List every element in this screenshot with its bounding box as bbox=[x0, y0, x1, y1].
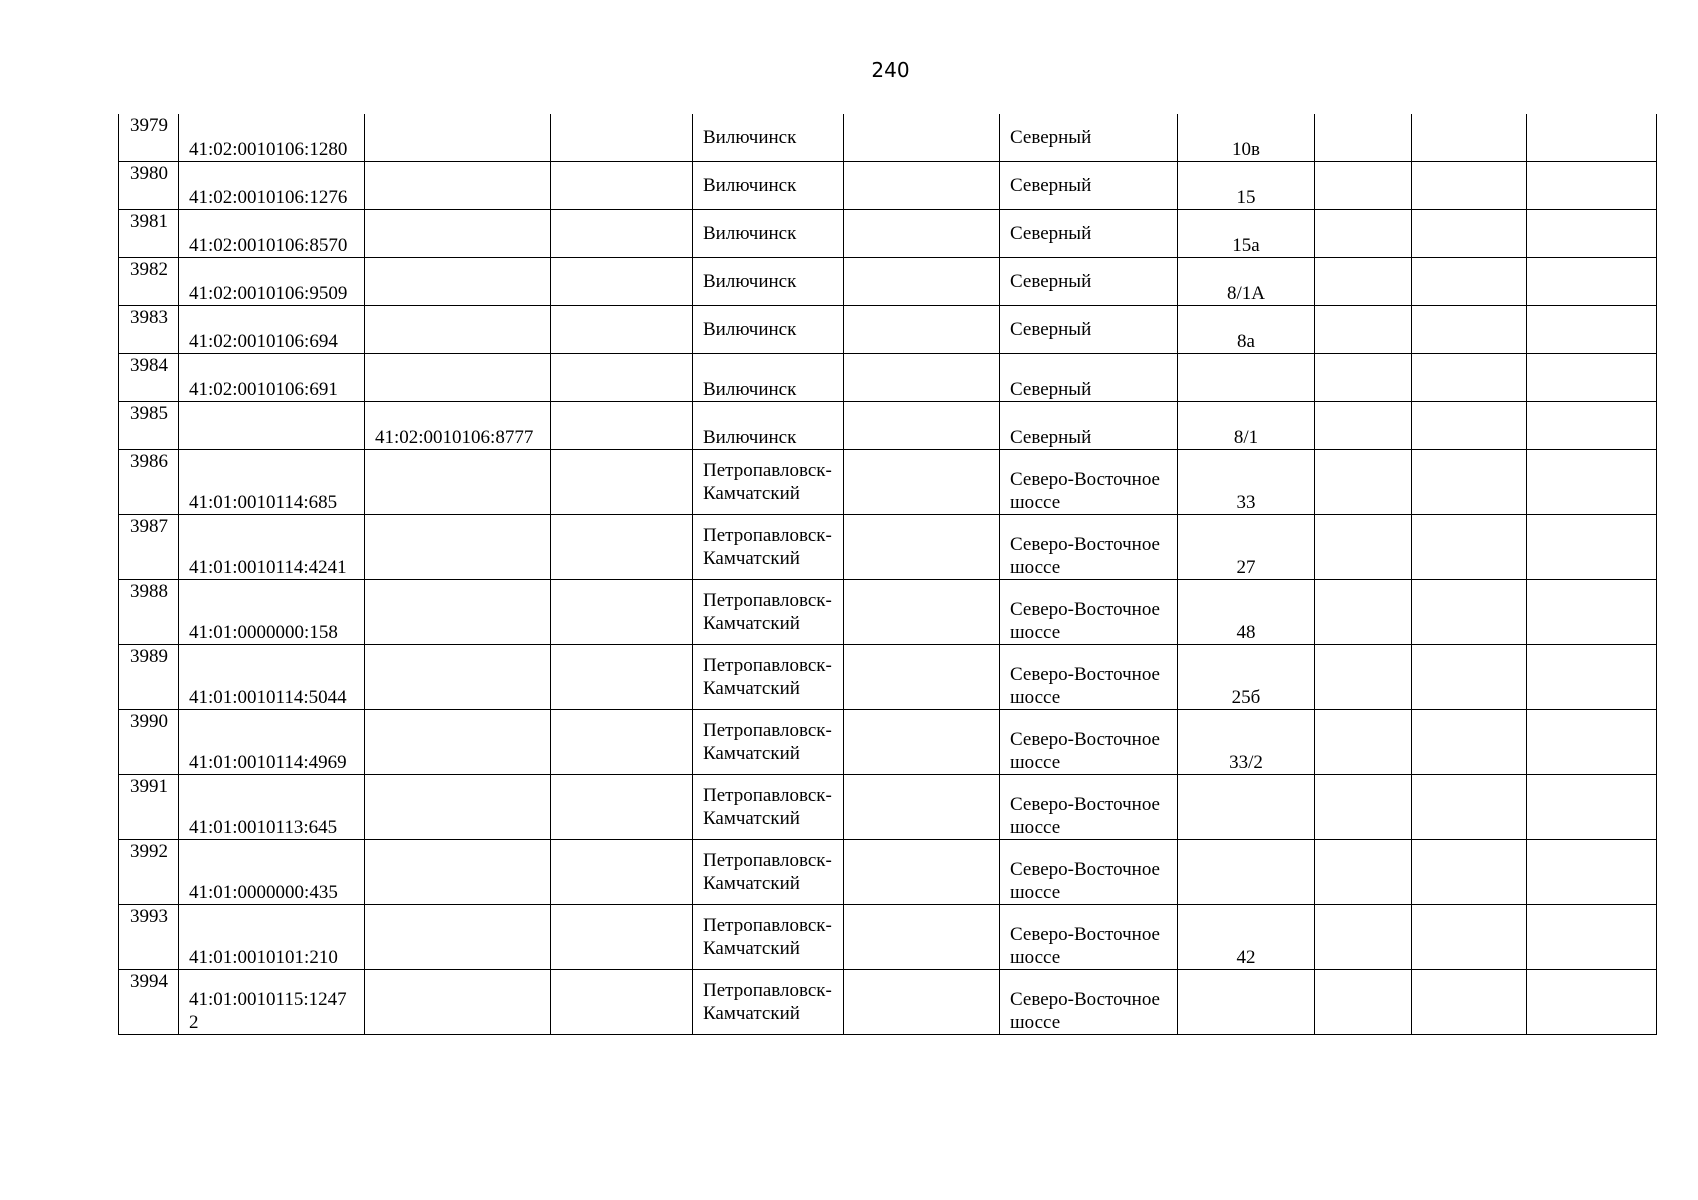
table-row bbox=[119, 515, 1657, 580]
street-cell: Северный bbox=[1000, 162, 1178, 210]
city-cell: Вилючинск bbox=[693, 258, 844, 306]
table-row bbox=[119, 162, 1657, 210]
table-row bbox=[119, 775, 1657, 840]
table-row bbox=[119, 645, 1657, 710]
street-cell: Северный bbox=[1000, 114, 1178, 162]
table-row bbox=[119, 580, 1657, 645]
house-number-cell bbox=[1178, 970, 1315, 1035]
cadastral-number-cell: 41:02:0010106:1276 bbox=[179, 162, 365, 210]
row-number-cell: 3992 bbox=[119, 840, 179, 905]
empty-cell bbox=[1412, 580, 1527, 645]
empty-cell bbox=[551, 114, 693, 162]
empty-cell bbox=[844, 162, 1000, 210]
street-cell: Северо-Восточное шоссе bbox=[1000, 450, 1178, 515]
empty-cell bbox=[844, 258, 1000, 306]
empty-cell bbox=[1315, 450, 1412, 515]
registry-table bbox=[118, 114, 1657, 1035]
empty-cell bbox=[1527, 970, 1657, 1035]
empty-cell bbox=[1527, 905, 1657, 970]
empty-cell bbox=[1527, 114, 1657, 162]
empty-cell bbox=[1527, 775, 1657, 840]
empty-cell bbox=[1315, 354, 1412, 402]
cadastral-number-2-cell bbox=[365, 645, 551, 710]
cadastral-number-2-cell bbox=[365, 580, 551, 645]
empty-cell bbox=[1315, 645, 1412, 710]
empty-cell bbox=[1527, 258, 1657, 306]
empty-cell bbox=[1527, 402, 1657, 450]
empty-cell bbox=[1315, 970, 1412, 1035]
street-cell: Северо-Восточное шоссе bbox=[1000, 580, 1178, 645]
empty-cell bbox=[1412, 970, 1527, 1035]
empty-cell bbox=[1315, 402, 1412, 450]
empty-cell bbox=[1315, 515, 1412, 580]
table-row bbox=[119, 840, 1657, 905]
empty-cell bbox=[844, 354, 1000, 402]
house-number-cell: 8/1 bbox=[1178, 402, 1315, 450]
empty-cell bbox=[844, 515, 1000, 580]
empty-cell bbox=[1527, 162, 1657, 210]
city-cell: Петропавловск-Камчатский bbox=[693, 710, 844, 775]
house-number-cell: 15 bbox=[1178, 162, 1315, 210]
empty-cell bbox=[551, 306, 693, 354]
cadastral-number-cell: 41:02:0010106:691 bbox=[179, 354, 365, 402]
empty-cell bbox=[844, 905, 1000, 970]
table-body bbox=[119, 114, 1657, 1035]
empty-cell bbox=[551, 905, 693, 970]
row-number-cell: 3993 bbox=[119, 905, 179, 970]
row-number-cell: 3990 bbox=[119, 710, 179, 775]
cadastral-number-2-cell bbox=[365, 306, 551, 354]
empty-cell bbox=[551, 580, 693, 645]
empty-cell bbox=[1527, 515, 1657, 580]
city-cell: Вилючинск bbox=[693, 306, 844, 354]
row-number-cell: 3979 bbox=[119, 114, 179, 162]
city-cell: Петропавловск-Камчатский bbox=[693, 645, 844, 710]
empty-cell bbox=[1412, 114, 1527, 162]
table-row bbox=[119, 306, 1657, 354]
empty-cell bbox=[551, 515, 693, 580]
empty-cell bbox=[1412, 710, 1527, 775]
empty-cell bbox=[551, 970, 693, 1035]
empty-cell bbox=[844, 306, 1000, 354]
empty-cell bbox=[1412, 840, 1527, 905]
empty-cell bbox=[844, 114, 1000, 162]
city-cell: Петропавловск-Камчатский bbox=[693, 905, 844, 970]
cadastral-number-cell: 41:01:0000000:435 bbox=[179, 840, 365, 905]
cadastral-number-2-cell bbox=[365, 354, 551, 402]
table-row bbox=[119, 970, 1657, 1035]
empty-cell bbox=[1527, 710, 1657, 775]
empty-cell bbox=[1412, 306, 1527, 354]
table-row bbox=[119, 354, 1657, 402]
cadastral-number-cell: 41:02:0010106:1280 bbox=[179, 114, 365, 162]
house-number-cell bbox=[1178, 354, 1315, 402]
house-number-cell: 25б bbox=[1178, 645, 1315, 710]
empty-cell bbox=[1412, 354, 1527, 402]
empty-cell bbox=[1315, 710, 1412, 775]
empty-cell bbox=[844, 402, 1000, 450]
table-row bbox=[119, 450, 1657, 515]
street-cell: Северо-Восточное шоссе bbox=[1000, 970, 1178, 1035]
empty-cell bbox=[1412, 258, 1527, 306]
empty-cell bbox=[1315, 580, 1412, 645]
city-cell: Вилючинск bbox=[693, 354, 844, 402]
cadastral-number-cell: 41:01:0010114:685 bbox=[179, 450, 365, 515]
empty-cell bbox=[551, 710, 693, 775]
empty-cell bbox=[551, 645, 693, 710]
empty-cell bbox=[551, 210, 693, 258]
empty-cell bbox=[844, 710, 1000, 775]
street-cell: Северо-Восточное шоссе bbox=[1000, 840, 1178, 905]
cadastral-number-2-cell bbox=[365, 840, 551, 905]
house-number-cell bbox=[1178, 775, 1315, 840]
cadastral-number-cell: 41:01:0010114:4969 bbox=[179, 710, 365, 775]
empty-cell bbox=[551, 450, 693, 515]
empty-cell bbox=[1315, 114, 1412, 162]
cadastral-number-2-cell bbox=[365, 710, 551, 775]
empty-cell bbox=[1412, 162, 1527, 210]
cadastral-number-2-cell: 41:02:0010106:8777 bbox=[365, 402, 551, 450]
empty-cell bbox=[1527, 354, 1657, 402]
row-number-cell: 3983 bbox=[119, 306, 179, 354]
row-number-cell: 3984 bbox=[119, 354, 179, 402]
empty-cell bbox=[844, 210, 1000, 258]
cadastral-number-2-cell bbox=[365, 905, 551, 970]
city-cell: Вилючинск bbox=[693, 162, 844, 210]
table-row bbox=[119, 402, 1657, 450]
cadastral-number-2-cell bbox=[365, 258, 551, 306]
house-number-cell: 8а bbox=[1178, 306, 1315, 354]
empty-cell bbox=[844, 970, 1000, 1035]
empty-cell bbox=[844, 645, 1000, 710]
empty-cell bbox=[844, 450, 1000, 515]
page-number: 240 bbox=[871, 58, 910, 82]
street-cell: Северный bbox=[1000, 258, 1178, 306]
street-cell: Северный bbox=[1000, 306, 1178, 354]
empty-cell bbox=[551, 775, 693, 840]
house-number-cell: 48 bbox=[1178, 580, 1315, 645]
empty-cell bbox=[551, 840, 693, 905]
cadastral-number-cell: 41:01:0010114:5044 bbox=[179, 645, 365, 710]
empty-cell bbox=[1527, 210, 1657, 258]
cadastral-number-2-cell bbox=[365, 210, 551, 258]
cadastral-number-2-cell bbox=[365, 450, 551, 515]
empty-cell bbox=[1412, 450, 1527, 515]
city-cell: Вилючинск bbox=[693, 402, 844, 450]
empty-cell bbox=[551, 162, 693, 210]
table-row bbox=[119, 710, 1657, 775]
house-number-cell: 27 bbox=[1178, 515, 1315, 580]
row-number-cell: 3987 bbox=[119, 515, 179, 580]
house-number-cell bbox=[1178, 840, 1315, 905]
empty-cell bbox=[1315, 210, 1412, 258]
row-number-cell: 3981 bbox=[119, 210, 179, 258]
empty-cell bbox=[844, 775, 1000, 840]
row-number-cell: 3994 bbox=[119, 970, 179, 1035]
empty-cell bbox=[1315, 775, 1412, 840]
row-number-cell: 3988 bbox=[119, 580, 179, 645]
house-number-cell: 8/1А bbox=[1178, 258, 1315, 306]
cadastral-number-cell bbox=[179, 402, 365, 450]
street-cell: Северо-Восточное шоссе bbox=[1000, 515, 1178, 580]
row-number-cell: 3991 bbox=[119, 775, 179, 840]
cadastral-number-cell: 41:02:0010106:8570 bbox=[179, 210, 365, 258]
empty-cell bbox=[1412, 515, 1527, 580]
empty-cell bbox=[1412, 905, 1527, 970]
empty-cell bbox=[844, 840, 1000, 905]
empty-cell bbox=[551, 402, 693, 450]
city-cell: Петропавловск-Камчатский bbox=[693, 775, 844, 840]
cadastral-number-cell: 41:02:0010106:694 bbox=[179, 306, 365, 354]
empty-cell bbox=[1527, 840, 1657, 905]
street-cell: Северный bbox=[1000, 402, 1178, 450]
empty-cell bbox=[1527, 450, 1657, 515]
empty-cell bbox=[1527, 580, 1657, 645]
empty-cell bbox=[1412, 645, 1527, 710]
house-number-cell: 33 bbox=[1178, 450, 1315, 515]
row-number-cell: 3980 bbox=[119, 162, 179, 210]
cadastral-number-2-cell bbox=[365, 515, 551, 580]
street-cell: Северный bbox=[1000, 210, 1178, 258]
empty-cell bbox=[1412, 402, 1527, 450]
city-cell: Вилючинск bbox=[693, 114, 844, 162]
table-row bbox=[119, 114, 1657, 162]
city-cell: Петропавловск-Камчатский bbox=[693, 580, 844, 645]
house-number-cell: 10в bbox=[1178, 114, 1315, 162]
city-cell: Петропавловск-Камчатский bbox=[693, 515, 844, 580]
empty-cell bbox=[1412, 210, 1527, 258]
cadastral-number-cell: 41:01:0010113:645 bbox=[179, 775, 365, 840]
house-number-cell: 15а bbox=[1178, 210, 1315, 258]
empty-cell bbox=[1315, 905, 1412, 970]
empty-cell bbox=[844, 580, 1000, 645]
empty-cell bbox=[551, 258, 693, 306]
cadastral-number-cell: 41:01:0010101:210 bbox=[179, 905, 365, 970]
empty-cell bbox=[1315, 162, 1412, 210]
city-cell: Вилючинск bbox=[693, 210, 844, 258]
street-cell: Северо-Восточное шоссе bbox=[1000, 775, 1178, 840]
cadastral-number-2-cell bbox=[365, 162, 551, 210]
cadastral-number-cell: 41:01:0010114:4241 bbox=[179, 515, 365, 580]
house-number-cell: 42 bbox=[1178, 905, 1315, 970]
empty-cell bbox=[1315, 306, 1412, 354]
row-number-cell: 3985 bbox=[119, 402, 179, 450]
empty-cell bbox=[1315, 258, 1412, 306]
cadastral-number-2-cell bbox=[365, 970, 551, 1035]
house-number-cell: 33/2 bbox=[1178, 710, 1315, 775]
table-row bbox=[119, 258, 1657, 306]
street-cell: Северо-Восточное шоссе bbox=[1000, 905, 1178, 970]
street-cell: Северо-Восточное шоссе bbox=[1000, 645, 1178, 710]
cadastral-number-2-cell bbox=[365, 114, 551, 162]
cadastral-number-cell: 41:02:0010106:9509 bbox=[179, 258, 365, 306]
cadastral-number-cell: 41:01:0000000:158 bbox=[179, 580, 365, 645]
city-cell: Петропавловск-Камчатский bbox=[693, 970, 844, 1035]
table-row bbox=[119, 905, 1657, 970]
city-cell: Петропавловск-Камчатский bbox=[693, 450, 844, 515]
street-cell: Северный bbox=[1000, 354, 1178, 402]
empty-cell bbox=[1412, 775, 1527, 840]
table-row bbox=[119, 210, 1657, 258]
empty-cell bbox=[1315, 840, 1412, 905]
cadastral-number-cell: 41:01:0010115:12472 bbox=[179, 970, 365, 1035]
row-number-cell: 3986 bbox=[119, 450, 179, 515]
row-number-cell: 3989 bbox=[119, 645, 179, 710]
city-cell: Петропавловск-Камчатский bbox=[693, 840, 844, 905]
row-number-cell: 3982 bbox=[119, 258, 179, 306]
cadastral-number-2-cell bbox=[365, 775, 551, 840]
empty-cell bbox=[1527, 306, 1657, 354]
empty-cell bbox=[551, 354, 693, 402]
street-cell: Северо-Восточное шоссе bbox=[1000, 710, 1178, 775]
empty-cell bbox=[1527, 645, 1657, 710]
